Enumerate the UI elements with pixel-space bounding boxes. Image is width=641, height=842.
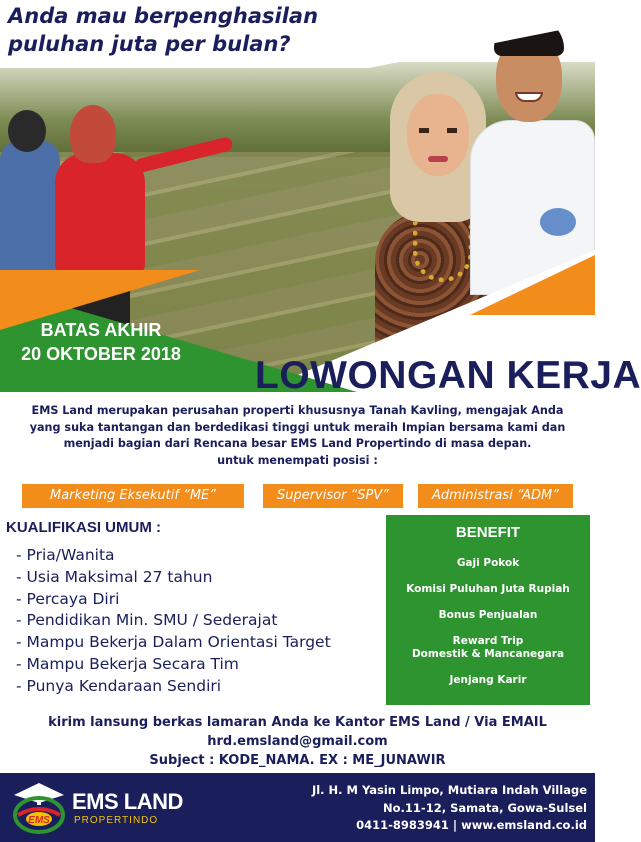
- list-item: - Punya Kendaraan Sendiri: [16, 676, 222, 695]
- apply-instructions: [0, 713, 595, 770]
- list-item: [386, 635, 590, 661]
- footer-bar: [0, 773, 595, 842]
- list-item: Bonus Penjualan: [438, 609, 538, 621]
- qualifications-list: [16, 545, 381, 698]
- address-line-2: No.11-12, Samata, Gowa-Sulsel: [383, 800, 587, 815]
- logo-name: EMS LAND: [72, 789, 183, 814]
- intro-line: yang suka tantangan dan berdedikasi tinggi untuk meraih Impian bersama kami dan: [29, 420, 566, 434]
- logo-subtitle: PROPERTINDO: [74, 815, 159, 826]
- benefit-line: Domestik & Mancanegara: [411, 648, 565, 660]
- headline-line-1: Anda mau berpenghasilan: [8, 4, 319, 28]
- qualifications-title: KUALIFIKASI UMUM :: [6, 519, 161, 536]
- position-badge-supervisor: Supervisor “SPV”: [263, 484, 403, 508]
- address-line-1: Jl. H. M Yasin Limpo, Mutiara Indah Village: [311, 783, 587, 797]
- list-item: - Pendidikan Min. SMU / Sederajat: [16, 611, 278, 630]
- list-item: - Pria/Wanita: [16, 546, 115, 564]
- list-item: Komisi Puluhan Juta Rupiah: [406, 583, 570, 595]
- list-item: Jenjang Karir: [449, 674, 527, 686]
- deadline-block: [6, 318, 196, 366]
- company-address: [312, 782, 587, 835]
- positions-row: [0, 484, 595, 510]
- ems-logo-icon: [10, 781, 68, 835]
- benefit-title: BENEFIT: [455, 524, 521, 541]
- intro-line: untuk menempati posisi :: [217, 453, 378, 467]
- deadline-label: BATAS AKHIR: [40, 320, 162, 340]
- headline-line-2: puluhan juta per bulan?: [8, 32, 291, 56]
- list-item: - Mampu Bekerja Secara Tim: [16, 654, 239, 673]
- contact-line: 0411-8983941 | www.emsland.co.id: [356, 818, 587, 832]
- deadline-date: 20 OKTOBER 2018: [21, 344, 181, 364]
- list-item: - Mampu Bekerja Dalam Orientasi Target: [16, 633, 331, 652]
- svg-text:EMS: EMS: [28, 815, 50, 826]
- list-item: - Percaya Diri: [16, 589, 120, 608]
- list-item: - Usia Maksimal 27 tahun: [16, 567, 213, 586]
- page-title: LOWONGAN KERJA: [255, 354, 641, 397]
- apply-line: kirim lansung berkas lamaran Anda ke Kantor EMS Land / Via EMAIL: [48, 715, 547, 730]
- position-badge-admin: Administrasi “ADM”: [418, 484, 573, 508]
- email-address: hrd.emsland@gmail.com: [207, 734, 388, 749]
- headline-band: [0, 0, 595, 68]
- benefit-box: [386, 515, 590, 705]
- company-logo: [10, 777, 195, 837]
- intro-line: menjadi bagian dari Rencana besar EMS Land Propertindo di masa depan.: [63, 437, 532, 450]
- intro-paragraph: [10, 403, 585, 469]
- position-badge-marketing: Marketing Eksekutif “ME”: [22, 484, 244, 508]
- email-subject: Subject : KODE_NAMA. EX : ME_JUNAWIR: [149, 753, 446, 768]
- benefit-list: [386, 557, 590, 687]
- intro-line: EMS Land merupakan perusahan properti khususnya Tanah Kavling, mengajak Anda: [31, 404, 564, 417]
- list-item: Gaji Pokok: [456, 557, 520, 569]
- benefit-line: Reward Trip: [452, 635, 524, 647]
